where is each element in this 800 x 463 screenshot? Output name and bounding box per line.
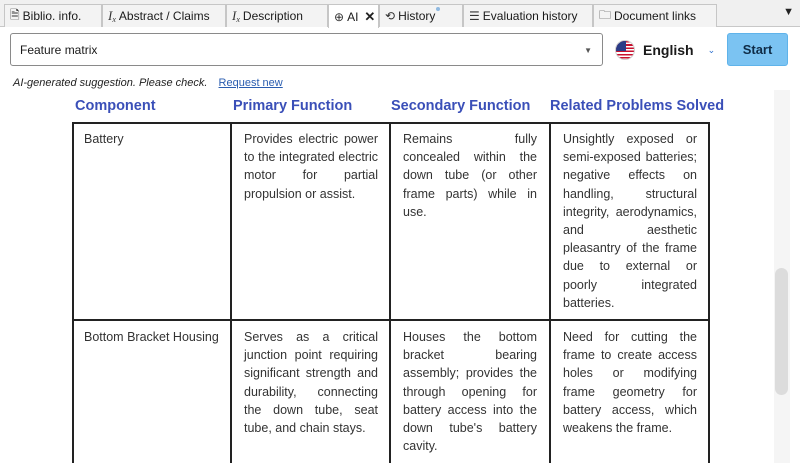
request-new-link[interactable]: Request new xyxy=(218,77,283,89)
folder-icon: 🗀 xyxy=(599,7,612,22)
ai-notice xyxy=(13,77,283,89)
tab-overflow-icon[interactable]: ▼ xyxy=(783,6,794,18)
prompt-select[interactable] xyxy=(10,33,603,66)
ai-notice-text: AI-generated suggestion. Please check. xyxy=(13,77,208,89)
language-selector[interactable] xyxy=(615,38,715,62)
start-button[interactable]: Start xyxy=(727,33,788,66)
table-divider xyxy=(72,319,710,321)
tab-label: History xyxy=(398,9,436,23)
chevron-down-icon: ▼ xyxy=(584,46,592,55)
table-cell: Need for cutting the frame to create access holes or modifying frame geometry for battery access, which weakens the frame. xyxy=(563,330,697,436)
notification-dot xyxy=(436,7,440,11)
tab-evaluation-history[interactable] xyxy=(463,4,593,27)
column-header: Component xyxy=(75,98,156,114)
column-header: Secondary Function xyxy=(391,98,531,114)
table-divider xyxy=(389,122,391,463)
ai-icon: ⊕ xyxy=(334,9,345,24)
tab-document-links[interactable] xyxy=(593,4,717,27)
tab-history[interactable] xyxy=(379,4,463,27)
tab-label: Description xyxy=(242,9,303,23)
table-cell: Unsightly exposed or semi-exposed batteries; negative effects on handling, structural integrity, aerodynamics, and aesthetic pleasantry of the frame due to external or poorly integrated batteries. xyxy=(563,132,697,310)
table-divider xyxy=(708,122,710,463)
column-header: Related Problems Solved xyxy=(550,98,725,114)
table-divider xyxy=(72,122,710,124)
tab-ai[interactable] xyxy=(328,4,379,28)
close-icon[interactable]: ✕ xyxy=(364,8,376,24)
table-cell: Provides electric power to the integrated electric motor for partial propulsion or assist. xyxy=(244,132,378,201)
us-flag-icon xyxy=(615,40,635,60)
table-cell: Houses the bottom bracket bearing assembly; provides the through opening for battery access into the down tube's battery cavity. xyxy=(403,330,537,454)
table-divider xyxy=(72,122,74,463)
document-icon: 🗎 xyxy=(10,7,20,22)
feature-matrix-table xyxy=(72,122,710,463)
tab-abstract-claims[interactable] xyxy=(102,4,226,27)
tab-label: AI xyxy=(347,9,359,24)
chevron-down-icon: ⌄ xyxy=(707,44,716,55)
language-label: English xyxy=(643,42,694,58)
tab-description[interactable] xyxy=(226,4,328,27)
tab-label: Biblio. info. xyxy=(22,9,82,23)
tab-label: Document links xyxy=(614,9,697,23)
prompt-select-value: Feature matrix xyxy=(20,42,98,57)
table-cell: Serves as a critical junction point requiring significant strength and durability, connecting the down tube, seat tube, and chain stays. xyxy=(244,330,378,436)
tab-bar xyxy=(0,0,800,27)
table-cell: Battery xyxy=(84,132,124,146)
history-icon: ⟲ xyxy=(385,9,396,23)
text-format-icon: $I_x$ xyxy=(232,8,240,24)
table-divider xyxy=(230,122,232,463)
table-cell: Bottom Bracket Housing xyxy=(84,330,219,344)
tab-biblio-info[interactable] xyxy=(4,4,102,27)
column-header: Primary Function xyxy=(233,98,353,114)
table-header-row xyxy=(0,98,770,118)
scrollbar-thumb[interactable] xyxy=(775,268,788,395)
table-divider xyxy=(549,122,551,463)
table-cell: Remains fully concealed within the down tube (or other frame parts) while in use. xyxy=(403,132,537,219)
tab-label: Evaluation history xyxy=(482,9,578,23)
list-icon: ☰ xyxy=(469,9,480,23)
text-format-icon: $I_x$ xyxy=(108,8,116,24)
tab-label: Abstract / Claims xyxy=(118,9,210,23)
